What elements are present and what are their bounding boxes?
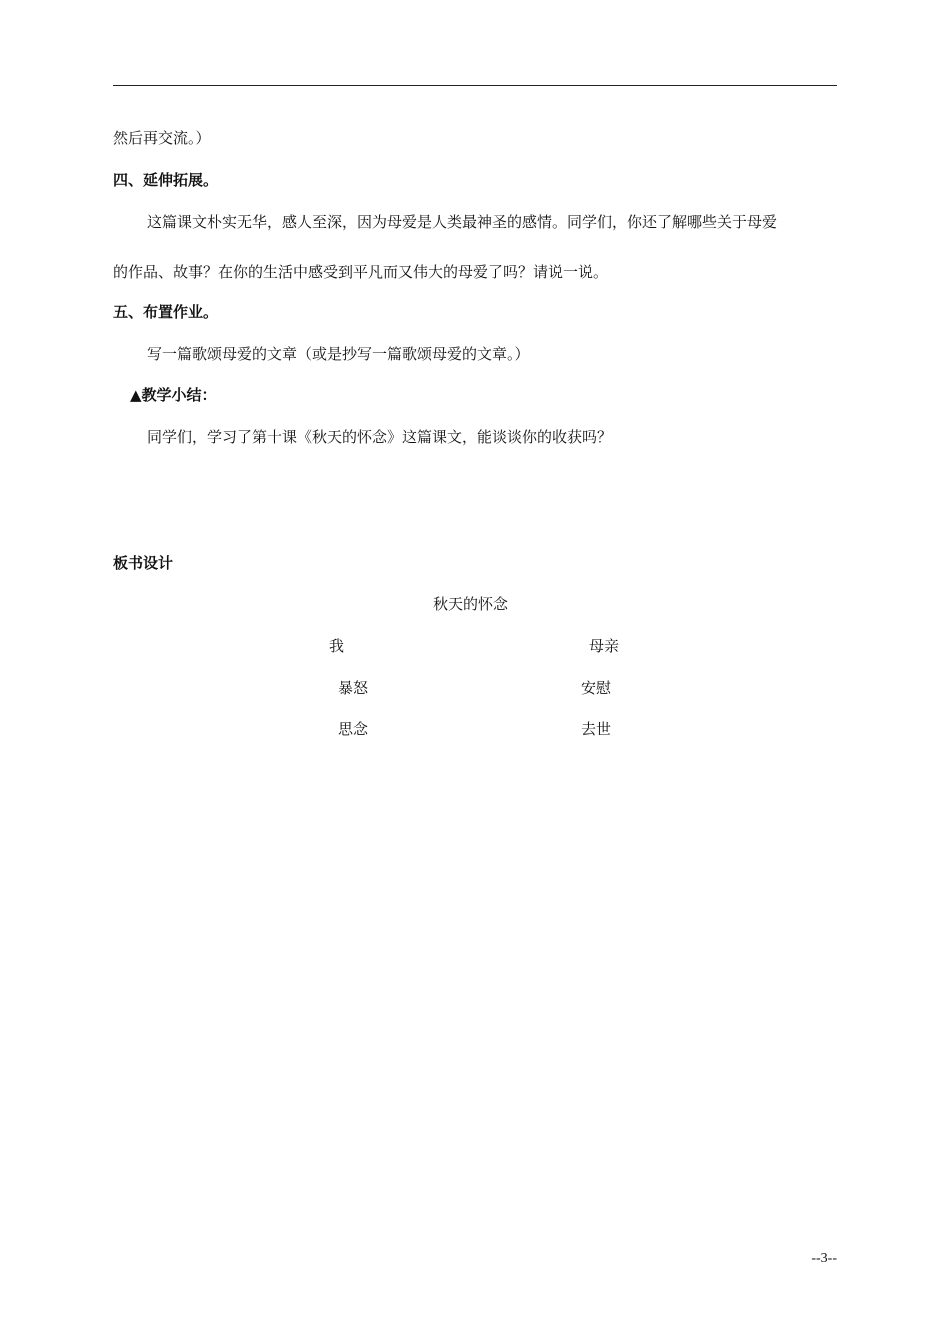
section-4-heading: 四、延伸拓展。 [113, 171, 219, 189]
page-number: --3-- [811, 1251, 837, 1266]
summary-paragraph: 同学们，学习了第十课《秋天的怀念》这篇课文，能谈谈你的收获吗？ [147, 428, 613, 446]
section-5-heading: 五、布置作业。 [113, 303, 219, 321]
board-left-item: 我 [329, 637, 345, 655]
section-4-paragraph-line-2: 的作品、故事？在你的生活中感受到平凡而又伟大的母爱了吗？请说一说。 [113, 263, 609, 281]
board-left-item: 暴怒 [338, 679, 369, 697]
board-title: 秋天的怀念 [433, 595, 509, 613]
continuation-text: 然后再交流。） [113, 129, 211, 147]
board-right-item: 母亲 [589, 637, 620, 655]
section-5-paragraph: 写一篇歌颂母爱的文章（或是抄写一篇歌颂母爱的文章。） [147, 345, 530, 363]
board-right-item: 安慰 [581, 679, 612, 697]
summary-heading: ▲教学小结： [130, 386, 217, 404]
section-4-paragraph-line-1: 这篇课文朴实无华，感人至深，因为母爱是人类最神圣的感情。同学们，你还了解哪些关于母爱 [147, 213, 778, 231]
board-right-item: 去世 [581, 720, 612, 738]
header-rule [113, 85, 837, 86]
board-design-heading: 板书设计 [113, 554, 174, 572]
board-left-item: 思念 [338, 720, 369, 738]
